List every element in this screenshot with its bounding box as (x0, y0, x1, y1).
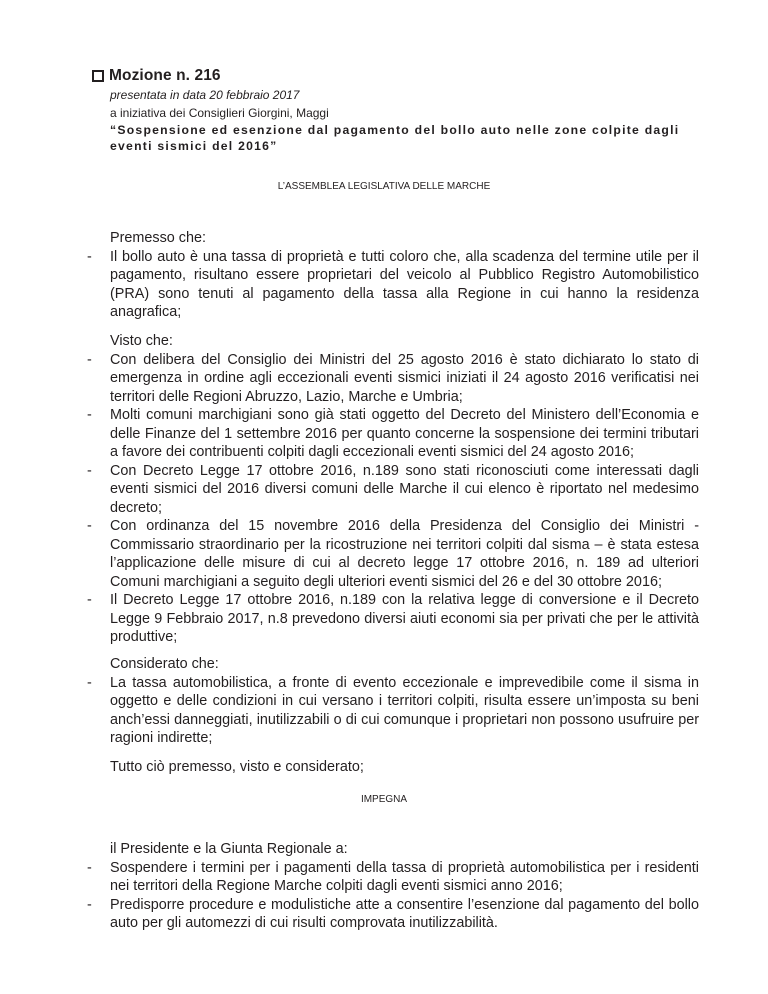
dash-marker: - (87, 896, 92, 913)
section-intro: Premesso che: (110, 230, 206, 246)
list-item-text: Con ordinanza del 15 novembre 2016 della Presidenza del Consiglio dei Ministri - Commissario straordinario per la ricostruzione nei territori colpiti dal sisma – è stata estesa l’applicazione delle misure di cui al decreto legge 17 ottobre 2016, n. 189 ad ulteriori Comuni marchigiani a seguito degli ulteriori eventi sismici del 26 e del 30 ottobre 2016; (110, 518, 699, 590)
dash-marker: - (87, 462, 92, 479)
section-intro: il Presidente e la Giunta Regionale a: (110, 841, 348, 857)
list-item-text: Predisporre procedure e modulistiche atte a consentire l’esenzione dal pagamento del bollo auto per gli automezzi di cui risulti comprovata inutilizzabilità. (110, 896, 699, 931)
list-item (87, 406, 699, 462)
closing-line: Tutto ciò premesso, visto e considerato; (110, 759, 364, 775)
closing-section (87, 758, 699, 777)
visto-section (87, 332, 699, 647)
list-item-text: Il Decreto Legge 17 ottobre 2016, n.189 con la relativa legge di conversione e il Decreto Legge 9 Febbraio 2017, n.8 prevedono diversi aiuti economi sia per privati che per le attività produttive; (110, 592, 699, 645)
list-item (87, 517, 699, 591)
initiative-line: a iniziativa dei Consiglieri Giorgini, Maggi (110, 106, 329, 120)
list-item-text: Con Decreto Legge 17 ottobre 2016, n.189 sono stati riconosciuti come interessati dagli eventi sismici del 2016 diversi comuni delle Marche il cui elenco è riportato nel medesimo decreto; (110, 462, 699, 516)
impegna-heading: IMPEGNA (360, 794, 408, 805)
dash-marker: - (87, 592, 92, 608)
presentation-date: presentata in data 20 febbraio 2017 (110, 88, 300, 102)
list-item (87, 248, 699, 322)
list-item (87, 859, 699, 896)
section-intro: Visto che: (110, 333, 173, 349)
list-item-text: Molti comuni marchigiani sono già stati oggetto del Decreto del Ministero dell’Economia e delle Finanze del 1 settembre 2016 per quanto concerne la sospensione dei termini tributari a favore dei contribuenti colpiti dagli eccezionali eventi sismici del 24 agosto 2016; (110, 407, 699, 460)
motion-header (92, 66, 702, 153)
motion-title: Mozione n. 216 (109, 67, 221, 84)
list-item-text: Sospendere i termini per i pagamenti della tassa di proprietà automobilistica per i residenti nei territori della Regione Marche colpiti dagli eventi sismici anno 2016; (110, 859, 699, 894)
dash-marker: - (87, 518, 92, 534)
list-item (87, 591, 699, 647)
list-item (87, 351, 699, 407)
section-intro: Considerato che: (110, 656, 219, 672)
list-item-text: La tassa automobilistica, a fronte di evento eccezionale e imprevedibile come il sisma in oggetto e delle condizioni in cui versano i territori colpiti, risulta essere un’imposta su beni anch’essi danneggiati, inutilizzabili o di cui comunque i proprietari non possono usufruire per ragioni indirette; (110, 674, 699, 746)
list-item-text: Il bollo auto è una tassa di proprietà e tutti coloro che, alla scadenza del termine utile per il pagamento, risultano essere proprietari del veicolo al Pubblico Registro Automobilistico (PRA) sono tenuti al pagamento della tassa alla Regione in cui hanno la residenza anagrafica; (110, 248, 699, 320)
dash-marker: - (87, 674, 92, 691)
list-item (87, 462, 699, 518)
checkbox-icon (92, 70, 104, 82)
assembly-heading: L’ASSEMBLEA LEGISLATIVA DELLE MARCHE (277, 181, 491, 192)
dash-marker: - (87, 248, 92, 265)
dash-marker: - (87, 351, 92, 368)
dash-marker: - (87, 859, 92, 876)
dash-marker: - (87, 407, 92, 423)
list-item-text: Con delibera del Consiglio dei Ministri del 25 agosto 2016 è stato dichiarato lo stato di emergenza in ordine agli eccezionali eventi sismici iniziati il 24 agosto 2016 verificatisi nei territori delle Regioni Abruzzo, Lazio, Marche e Umbria; (110, 351, 699, 405)
premesso-section (87, 229, 699, 322)
motion-subject: “Sospensione ed esenzione dal pagamento del bollo auto nelle zone colpite dagli eventi sismici del 2016” (110, 123, 680, 153)
title-row (92, 66, 702, 86)
impegna-section (87, 840, 699, 933)
considerato-section (87, 655, 699, 748)
list-item (87, 674, 699, 748)
list-item (87, 896, 699, 933)
